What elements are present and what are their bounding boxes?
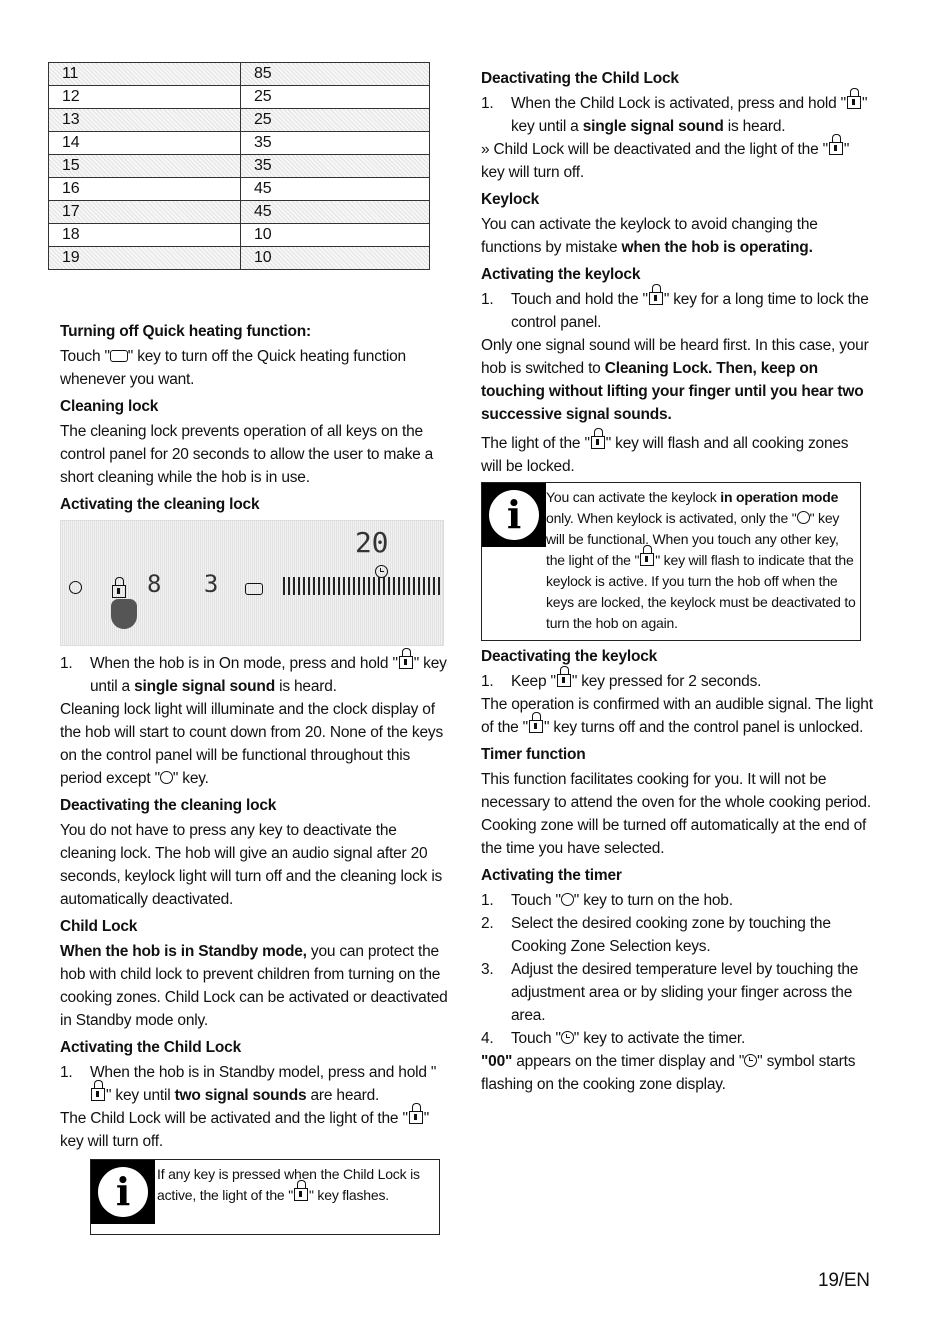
- child-lock-deactivated: [481, 138, 873, 184]
- keylock-icon: [91, 1088, 105, 1101]
- activating-cleaning-lock-heading: Activating the cleaning lock: [60, 496, 260, 513]
- text: When the hob is in Standby mode,: [60, 943, 307, 960]
- table-cell-level: 13: [49, 109, 241, 132]
- cleaning-lock-heading: Cleaning lock: [60, 398, 159, 415]
- text: » Child Lock will be deactivated and the light of the ": [481, 141, 828, 158]
- left-column: [60, 316, 450, 1235]
- cleaning-lock-text: The cleaning lock prevents operation of all keys on the control panel for 20 seconds to allow the user to make a short cleaning while the hob is in use.: [60, 423, 434, 486]
- text: Touch and hold the ": [511, 291, 648, 308]
- keylock-icon: [591, 436, 605, 449]
- page-number: 19/EN: [818, 1270, 870, 1291]
- timer-display-text: [481, 1050, 873, 1096]
- keylock-icon: [557, 674, 571, 687]
- table-cell-level: 11: [49, 63, 241, 86]
- text: " key flashes.: [308, 1187, 389, 1203]
- text: " key will be functional. When you touch any other key, the light of the ": [546, 510, 840, 568]
- text: " key until a: [511, 95, 868, 135]
- list-item: [481, 670, 873, 693]
- step-number: 1.: [481, 673, 494, 690]
- text: " key.: [172, 770, 209, 787]
- zone-display: 8 3: [147, 570, 233, 598]
- step-number: 2.: [481, 915, 494, 932]
- quick-off-heading: Turning off Quick heating function:: [60, 323, 312, 340]
- keylock-icon: [829, 142, 843, 155]
- step-number: 3.: [481, 961, 494, 978]
- text: " symbol starts flashing on the cooking zone display.: [481, 1053, 856, 1093]
- text: The light of the ": [481, 435, 590, 452]
- temperature-table: [48, 62, 430, 270]
- text: Touch ": [511, 1030, 561, 1047]
- child-lock-text: [60, 940, 450, 1032]
- text: two signal sounds: [174, 1087, 307, 1104]
- table-cell-value: 25: [241, 86, 430, 109]
- activating-timer-heading: Activating the timer: [481, 867, 622, 884]
- keylock-flash-text: [481, 432, 873, 478]
- text: Only one signal sound will be heard first. In this case, your hob is switched to: [481, 337, 869, 377]
- table-row: [49, 86, 430, 109]
- keylock-icon: [649, 292, 663, 305]
- list-item: [60, 652, 450, 698]
- text: If any key is pressed when the Child Lock is active, the light of the ": [157, 1166, 420, 1203]
- table-row: [49, 178, 430, 201]
- info-text: [157, 1160, 439, 1210]
- text: Touch ": [60, 348, 110, 365]
- text: single signal sound: [582, 118, 724, 135]
- power-icon: [69, 581, 82, 594]
- activating-keylock-heading: Activating the keylock: [481, 266, 641, 283]
- timer-function-text: This function facilitates cooking for you. It will not be necessary to attend the oven for the whole cooking period. Cooking zone will be turned off automatically at the end of the time you have selected.: [481, 771, 871, 857]
- text: " key turns off and the control panel is unlocked.: [544, 719, 864, 736]
- child-lock-result: [60, 1107, 450, 1153]
- power-icon: [797, 511, 810, 524]
- quick-heating-icon: [110, 350, 128, 362]
- list-item: [481, 912, 873, 958]
- table-cell-value: 10: [241, 247, 430, 270]
- keylock-icon: [847, 96, 861, 109]
- table-cell-value: 85: [241, 63, 430, 86]
- table-cell-value: 10: [241, 224, 430, 247]
- keylock-text: [481, 213, 873, 259]
- text: " key will flash and all cooking zones will be locked.: [481, 435, 849, 475]
- text: Cleaning Lock. Then, keep on touching without lifting your finger until you hear two successive signal sounds.: [481, 360, 864, 423]
- text: " key until: [106, 1087, 175, 1104]
- step-number: 4.: [481, 1030, 494, 1047]
- control-panel-illustration: [60, 520, 444, 646]
- text: The Child Lock will be activated and the light of the ": [60, 1110, 408, 1127]
- table-cell-level: 19: [49, 247, 241, 270]
- hand-icon: [111, 599, 137, 629]
- text: is heard.: [723, 118, 786, 135]
- deactivating-cleaning-lock-heading: Deactivating the cleaning lock: [60, 797, 277, 814]
- table-row: [49, 224, 430, 247]
- step-text: [511, 1027, 873, 1050]
- text: only. When keylock is activated, only the ": [546, 510, 797, 526]
- deactivating-keylock-heading: Deactivating the keylock: [481, 648, 658, 665]
- table-cell-value: 35: [241, 132, 430, 155]
- list-item: [60, 1061, 450, 1107]
- text: "00": [481, 1053, 513, 1070]
- table-cell-level: 17: [49, 201, 241, 224]
- power-icon: [160, 771, 173, 784]
- list-item: [481, 1027, 873, 1050]
- list-item: [481, 958, 873, 1027]
- text: The operation is confirmed with an audible signal. The light of the ": [481, 696, 873, 736]
- text: When the hob is in Standby model, press and hold ": [90, 1064, 437, 1081]
- text: " key to turn on the hob.: [573, 892, 733, 909]
- keylock-heading: Keylock: [481, 191, 540, 208]
- timer-display: 20: [355, 526, 389, 559]
- child-lock-heading: Child Lock: [60, 918, 138, 935]
- text: When the hob is in On mode, press and hold ": [90, 655, 398, 672]
- text: You can activate the keylock to avoid changing the functions by mistake: [481, 216, 818, 256]
- list-item: [481, 889, 873, 912]
- text: single signal sound: [134, 678, 275, 695]
- table-cell-level: 12: [49, 86, 241, 109]
- table-cell-value: 45: [241, 178, 430, 201]
- slider-bar: [283, 577, 443, 595]
- text: are heard.: [306, 1087, 380, 1104]
- info-box: [481, 482, 861, 641]
- keylock-signal-text: [481, 334, 873, 426]
- text: " key pressed for 2 seconds.: [571, 673, 762, 690]
- step-text: [90, 1061, 450, 1107]
- timer-icon: [561, 1031, 574, 1044]
- text: appears on the timer display and ": [512, 1053, 745, 1070]
- table-cell-value: 45: [241, 201, 430, 224]
- step-text: [90, 652, 450, 698]
- text: When the Child Lock is activated, press and hold ": [511, 95, 846, 112]
- text: in operation mode: [720, 489, 839, 505]
- text: " key for a long time to lock the control panel.: [511, 291, 869, 331]
- table-cell-value: 35: [241, 155, 430, 178]
- step-text: Adjust the desired temperature level by touching the adjustment area or by sliding your finger across the area.: [511, 961, 859, 1024]
- step-text: [511, 670, 873, 693]
- text: " key to turn off the Quick heating function whenever you want.: [60, 348, 406, 388]
- keylock-icon: [409, 1111, 423, 1124]
- table-row: [49, 132, 430, 155]
- table-row: [49, 109, 430, 132]
- step-number: 1.: [60, 1064, 73, 1081]
- keylock-deactivated-text: [481, 693, 873, 739]
- timer-icon: [744, 1054, 757, 1067]
- step-number: 1.: [481, 892, 494, 909]
- text: You can activate the keylock: [546, 489, 721, 505]
- table-cell-level: 16: [49, 178, 241, 201]
- cleaning-lock-info: [60, 698, 450, 790]
- activating-child-lock-heading: Activating the Child Lock: [60, 1039, 242, 1056]
- list-item: [481, 92, 873, 138]
- list-item: [481, 288, 873, 334]
- text: " key will turn off.: [481, 141, 850, 181]
- table-row: [49, 63, 430, 86]
- step-text: [511, 889, 873, 912]
- step-number: 1.: [60, 655, 73, 672]
- info-icon: i: [91, 1160, 155, 1224]
- deactivating-cleaning-lock-text: You do not have to press any key to deactivate the cleaning lock. The hob will give an audio signal after 20 seconds, keylock light will turn off and the cleaning lock is automatically deactivated.: [60, 822, 443, 908]
- step-text: [511, 92, 873, 138]
- right-column: [481, 63, 873, 1096]
- step-number: 1.: [481, 291, 494, 308]
- step-text: [511, 288, 873, 334]
- text: Touch ": [511, 892, 561, 909]
- timer-function-heading: Timer function: [481, 746, 586, 763]
- quick-off-text: [60, 345, 450, 391]
- text: when the hob is operating.: [621, 239, 813, 256]
- power-icon: [561, 893, 574, 906]
- table-row: [49, 201, 430, 224]
- keylock-icon: [529, 720, 543, 733]
- info-icon: i: [482, 483, 546, 547]
- step-text: Select the desired cooking zone by touching the Cooking Zone Selection keys.: [511, 915, 831, 955]
- quick-heating-icon: [245, 583, 263, 595]
- table-cell-level: 18: [49, 224, 241, 247]
- text: Cleaning lock light will illuminate and the clock display of the hob will start to count down from 20. None of the keys on the control panel will be functional throughout this period except ": [60, 701, 443, 787]
- keylock-icon: [640, 553, 654, 566]
- table-row: [49, 155, 430, 178]
- deactivating-child-lock-heading: Deactivating the Child Lock: [481, 70, 679, 87]
- text: " key until a: [90, 655, 447, 695]
- text: Keep ": [511, 673, 556, 690]
- table-cell-level: 15: [49, 155, 241, 178]
- text: is heard.: [274, 678, 337, 695]
- table-cell-value: 25: [241, 109, 430, 132]
- keylock-icon: [294, 1188, 308, 1201]
- info-box: [90, 1159, 440, 1235]
- text: " key to activate the timer.: [573, 1030, 746, 1047]
- text: you can protect the hob with child lock to prevent children from turning on the cooking zones. Child Lock can be activated or deactivated in Standby mode only.: [60, 943, 448, 1029]
- table-row: [49, 247, 430, 270]
- step-number: 1.: [481, 95, 494, 112]
- text: " key will turn off.: [60, 1110, 430, 1150]
- keylock-icon: [399, 656, 413, 669]
- table-cell-level: 14: [49, 132, 241, 155]
- text: " key will flash to indicate that the keylock is active. If you turn the hob off when the keys are locked, the keylock must be deactivated to turn the hob on again.: [546, 552, 856, 631]
